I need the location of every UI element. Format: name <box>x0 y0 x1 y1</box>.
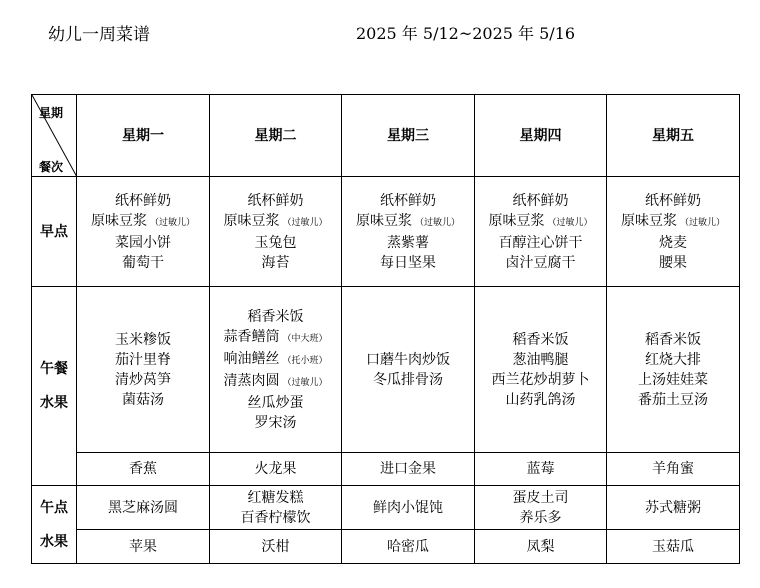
dish-name: 红烧大排 <box>645 351 701 368</box>
dish-item <box>210 393 341 413</box>
dish-item <box>77 370 209 390</box>
dish-name: 纸杯鲜奶 <box>380 192 436 209</box>
dish-item <box>210 371 341 393</box>
dish-name: 葡萄干 <box>122 254 164 271</box>
dish-name: 腰果 <box>659 254 687 271</box>
dish-name: 山药乳鸽汤 <box>505 391 576 408</box>
dish-name: 葱油鸭腿 <box>512 351 569 368</box>
dish-note: （中大班） <box>282 333 328 344</box>
dish-item <box>210 307 341 327</box>
snack-cell <box>77 486 210 530</box>
snack-fruit-cell: 苹果 <box>77 530 210 564</box>
snack-fruit-cell: 沃柑 <box>210 530 342 564</box>
dish-name: 菌菇汤 <box>122 391 164 408</box>
day-header: 星期五 <box>607 95 740 177</box>
dish-name: 稻香米饭 <box>247 308 304 325</box>
dish-name: 蒸紫薯 <box>387 234 429 251</box>
dish-note: （过敏儿） <box>149 217 195 228</box>
snack-label-meal: 午点 <box>40 499 68 516</box>
dish-item <box>210 327 341 349</box>
breakfast-cell <box>475 177 607 287</box>
lunch-label-fruit: 水果 <box>40 395 68 411</box>
snack-fruit-cell: 玉菇瓜 <box>607 530 740 564</box>
dish-item <box>342 211 474 233</box>
dish-item <box>475 233 606 253</box>
dish-name: 海苔 <box>261 254 290 271</box>
snack-fruit-cell: 凤梨 <box>475 530 607 564</box>
lunch-fruit-cell: 香蕉 <box>77 453 210 486</box>
snack-row <box>32 486 740 530</box>
dish-name: 每日坚果 <box>380 254 436 271</box>
dish-item <box>475 211 606 233</box>
snack-label <box>32 486 77 564</box>
dish-name: 丝瓜炒蛋 <box>247 394 304 411</box>
dish-name: 上汤娃娃菜 <box>638 371 708 388</box>
dish-name: 百醇注心饼干 <box>498 234 583 251</box>
snack-fruit-row <box>32 530 740 564</box>
dish-item <box>475 253 606 273</box>
breakfast-cell <box>342 177 475 287</box>
dish-note: （托小班） <box>282 355 328 366</box>
dish-note: （过敏儿） <box>679 217 725 228</box>
dish-item <box>607 233 739 253</box>
lunch-fruit-cell: 进口金果 <box>342 453 475 486</box>
dish-item <box>607 390 739 410</box>
dish-item <box>607 498 739 518</box>
dish-item <box>210 211 341 233</box>
date-range: 2025 年 5/12~2025 年 5/16 <box>356 24 576 43</box>
snack-cell <box>210 486 342 530</box>
lunch-label-meal: 午餐 <box>40 361 68 377</box>
breakfast-cell <box>210 177 342 287</box>
dish-name: 纸杯鲜奶 <box>115 192 171 209</box>
dish-item <box>342 191 474 211</box>
dish-item <box>77 211 209 233</box>
dish-name: 纸杯鲜奶 <box>247 192 304 209</box>
dish-note: （过敏儿） <box>282 377 328 388</box>
dish-item <box>475 508 606 528</box>
lunch-cell <box>210 287 342 453</box>
dish-name: 养乐多 <box>519 509 562 526</box>
corner-label-day: 星期 <box>39 106 64 120</box>
snack-cell <box>475 486 607 530</box>
dish-name: 纸杯鲜奶 <box>512 192 569 209</box>
dish-name: 西兰花炒胡萝卜 <box>491 371 590 388</box>
dish-item <box>77 191 209 211</box>
dish-note: （过敏儿） <box>547 217 593 228</box>
page-title: 幼儿一周菜谱 <box>48 25 150 45</box>
dish-name: 响油鳝丝 <box>223 350 280 367</box>
breakfast-cell <box>607 177 740 287</box>
dish-item <box>210 508 341 528</box>
dish-item <box>342 350 474 370</box>
dish-item <box>475 350 606 370</box>
dish-item <box>77 350 209 370</box>
dish-item <box>210 233 341 253</box>
dish-name: 红糖发糕 <box>247 489 304 506</box>
dish-item <box>342 253 474 273</box>
dish-name: 原味豆浆 <box>223 212 280 229</box>
dish-name: 原味豆浆 <box>355 212 412 229</box>
dish-item <box>607 191 739 211</box>
header-row <box>32 95 740 177</box>
lunch-cell <box>607 287 740 453</box>
dish-item <box>210 253 341 273</box>
dish-name: 原味豆浆 <box>488 212 545 229</box>
dish-item <box>77 330 209 350</box>
dish-note: （过敏儿） <box>282 217 328 228</box>
dish-name: 玉米糁饭 <box>115 331 171 348</box>
dish-name: 茄汁里脊 <box>115 351 171 368</box>
lunch-cell <box>77 287 210 453</box>
dish-item <box>607 370 739 390</box>
dish-item <box>77 390 209 410</box>
dish-item <box>475 330 606 350</box>
dish-item <box>475 370 606 390</box>
day-header: 星期二 <box>210 95 342 177</box>
dish-item <box>77 498 209 518</box>
dish-item <box>607 211 739 233</box>
dish-item <box>77 233 209 253</box>
dish-name: 番茄土豆汤 <box>638 391 708 408</box>
snack-label-fruit: 水果 <box>40 533 68 550</box>
dish-name: 清蒸肉圆 <box>223 372 280 389</box>
dish-item <box>210 488 341 508</box>
dish-item <box>210 349 341 371</box>
lunch-label <box>32 287 77 486</box>
lunch-cell <box>475 287 607 453</box>
day-header: 星期三 <box>342 95 475 177</box>
dish-item <box>77 253 209 273</box>
dish-item <box>210 413 341 433</box>
lunch-fruit-row <box>32 453 740 486</box>
dish-item <box>342 498 474 518</box>
lunch-fruit-cell: 蓝莓 <box>475 453 607 486</box>
snack-cell <box>607 486 740 530</box>
dish-name: 稻香米饭 <box>645 331 701 348</box>
dish-name: 原味豆浆 <box>90 212 147 229</box>
dish-item <box>342 233 474 253</box>
lunch-fruit-cell: 羊角蜜 <box>607 453 740 486</box>
dish-name: 黑芝麻汤圆 <box>108 499 178 516</box>
dish-item <box>210 191 341 211</box>
weekly-menu-table <box>31 94 740 564</box>
breakfast-row <box>32 177 740 287</box>
dish-name: 苏式糖粥 <box>645 499 701 516</box>
dish-name: 鲜肉小馄饨 <box>373 499 443 516</box>
breakfast-label: 早点 <box>32 177 77 287</box>
dish-name: 罗宋汤 <box>254 414 297 431</box>
dish-item <box>475 488 606 508</box>
dish-name: 稻香米饭 <box>512 331 569 348</box>
breakfast-cell <box>77 177 210 287</box>
lunch-cell <box>342 287 475 453</box>
lunch-row <box>32 287 740 453</box>
dish-name: 玉兔包 <box>254 234 297 251</box>
dish-name: 清炒莴笋 <box>115 371 171 388</box>
dish-name: 菜园小饼 <box>115 234 171 251</box>
dish-name: 烧麦 <box>659 234 687 251</box>
corner-cell <box>32 95 77 177</box>
dish-name: 蛋皮土司 <box>512 489 569 506</box>
dish-name: 口蘑牛肉炒饭 <box>366 351 450 368</box>
dish-name: 蒜香鳝筒 <box>223 328 280 345</box>
day-header: 星期一 <box>77 95 210 177</box>
dish-item <box>607 253 739 273</box>
dish-item <box>342 370 474 390</box>
dish-item <box>607 350 739 370</box>
corner-label-meal: 餐次 <box>39 160 64 174</box>
dish-name: 纸杯鲜奶 <box>645 192 701 209</box>
snack-cell <box>342 486 475 530</box>
dish-name: 卤汁豆腐干 <box>505 254 576 271</box>
dish-name: 冬瓜排骨汤 <box>373 371 443 388</box>
dish-name: 百香柠檬饮 <box>240 509 311 526</box>
lunch-fruit-cell: 火龙果 <box>210 453 342 486</box>
snack-fruit-cell: 哈密瓜 <box>342 530 475 564</box>
day-header: 星期四 <box>475 95 607 177</box>
dish-name: 原味豆浆 <box>620 212 677 229</box>
dish-item <box>475 191 606 211</box>
dish-item <box>607 330 739 350</box>
dish-item <box>475 390 606 410</box>
dish-note: （过敏儿） <box>414 217 460 228</box>
